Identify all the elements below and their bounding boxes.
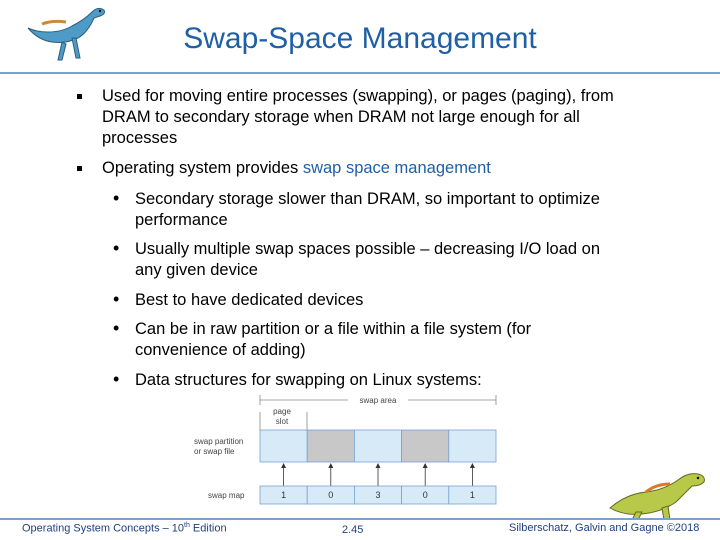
- sub-bullet-1: [135, 189, 705, 231]
- footer-page-number: 2.45: [342, 524, 364, 536]
- swap-map-value: 3: [375, 490, 381, 500]
- swap-slot: [402, 430, 449, 462]
- swap-map-value: 0: [328, 490, 334, 500]
- swap-slot: [307, 430, 354, 462]
- arrow-head-icon: [423, 463, 428, 468]
- swap-slot: [354, 430, 401, 462]
- sub-bullet-2-line-1: Usually multiple swap spaces possible – decreasing I/O load on: [135, 240, 600, 258]
- square-bullet-icon: [77, 94, 82, 99]
- sub-bullet-5: [135, 370, 705, 391]
- swap-map-label: swap map: [208, 491, 245, 500]
- arrow-head-icon: [281, 463, 286, 468]
- swap-diagram: [190, 392, 510, 510]
- page-slot-label-2: slot: [275, 417, 289, 426]
- sub-bullet-2-line-2: any given device: [135, 261, 258, 279]
- sub-bullet-2: [135, 239, 705, 281]
- sub-bullet-4-line-2: convenience of adding): [135, 341, 306, 359]
- sub-bullet-4-line-1: Can be in raw partition or a file within a file system (for: [135, 320, 532, 338]
- slide-title: Swap-Space Management: [183, 22, 537, 55]
- footer-left-sup: th: [184, 522, 190, 529]
- footer-left: [22, 522, 227, 535]
- swap-map-value: 1: [469, 490, 475, 500]
- bullet-1-line-2: DRAM to secondary storage when DRAM not large enough for all: [102, 108, 580, 126]
- dot-bullet-icon: •: [113, 289, 120, 309]
- sub-bullet-3: [135, 290, 705, 311]
- dot-bullet-icon: •: [113, 318, 120, 338]
- dot-bullet-icon: •: [113, 369, 120, 389]
- square-bullet-icon: [77, 166, 82, 171]
- sub-bullet-1-line-1: Secondary storage slower than DRAM, so important to optimize: [135, 190, 600, 208]
- bullet-1-line-3: processes: [102, 129, 178, 147]
- title-divider: [0, 72, 720, 74]
- arrow-head-icon: [470, 463, 475, 468]
- swap-area-label: swap area: [359, 396, 397, 405]
- swap-map-value: 0: [422, 490, 428, 500]
- sub-bullet-3-line-1: Best to have dedicated devices: [135, 291, 364, 309]
- footer-left-suffix: Edition: [189, 522, 227, 535]
- footer-right: Silberschatz, Galvin and Gagne ©2018: [509, 522, 700, 534]
- dinosaur-logo-2: [606, 464, 716, 520]
- bullet-2-highlight: swap space management: [302, 159, 491, 177]
- dot-bullet-icon: •: [113, 188, 120, 208]
- bullet-2: [102, 158, 702, 179]
- arrow-head-icon: [376, 463, 381, 468]
- dot-bullet-icon: •: [113, 238, 120, 258]
- sub-bullet-1-line-2: performance: [135, 211, 228, 229]
- arrow-head-icon: [328, 463, 333, 468]
- swap-partition-label-2: or swap file: [194, 447, 235, 456]
- page-slot-label-1: page: [273, 407, 291, 416]
- bullet-1: [102, 86, 702, 149]
- swap-slot: [260, 430, 307, 462]
- bullet-1-line-1: Used for moving entire processes (swapping), or pages (paging), from: [102, 87, 614, 105]
- swap-slot: [449, 430, 496, 462]
- footer-divider: [0, 518, 720, 520]
- sub-bullet-4: [135, 319, 705, 361]
- footer-left-text: Operating System Concepts – 10: [22, 522, 185, 535]
- bullet-2-text: Operating system provides: [102, 159, 303, 177]
- swap-partition-label-1: swap partition: [194, 437, 244, 446]
- sub-bullet-5-line-1: Data structures for swapping on Linux systems:: [135, 371, 482, 389]
- swap-map-value: 1: [281, 490, 287, 500]
